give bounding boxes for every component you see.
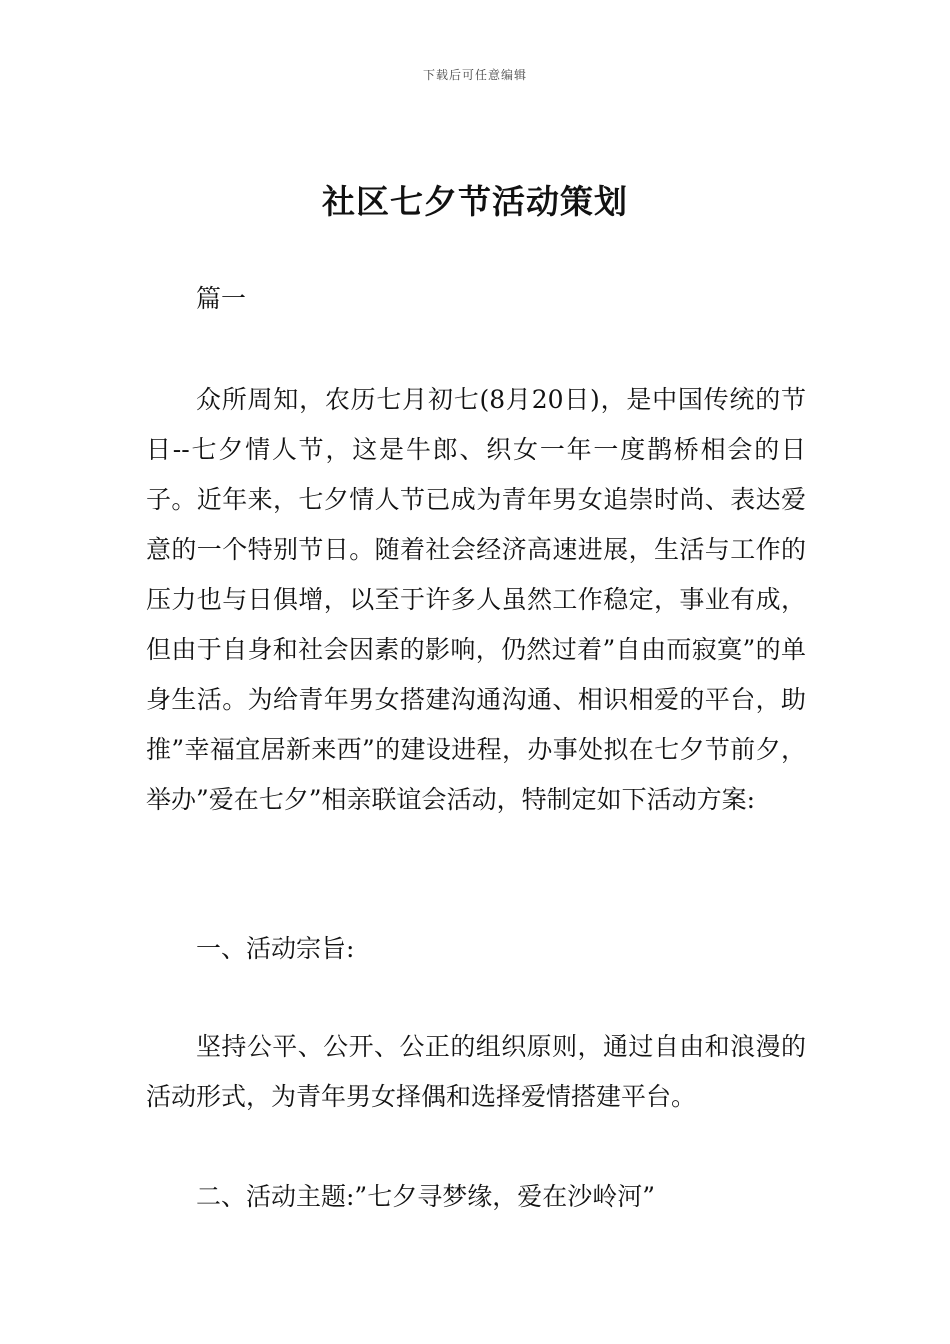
intro-paragraph: 众所周知，农历七月初七(8月20日)，是中国传统的节日--七夕情人节，这是牛郎、织女一年一度鹊桥相会的日子。近年来，七夕情人节已成为青年男女追崇时尚、表达爱意的一个特别节日。随着社会经济高速进展，生活与工作的压力也与日俱增，以至于许多人虽然工作稳定，事业有成，但由于自身和社会因素的影响，仍然过着”自由而寂寞”的单身生活。为给青年男女搭建沟通沟通、相识相爱的平台，助推”幸福宜居新来西”的建设进程，办事处拟在七夕节前夕，举办”爱在七夕”相亲联谊会活动，特制定如下活动方案: [146, 385, 806, 814]
section-1-body: 坚持公平、公开、公正的组织原则，通过自由和浪漫的活动形式，为青年男女择偶和选择爱情搭建平台。 [146, 1032, 806, 1111]
section-2-heading: 二、活动主题:”七夕寻梦缘，爱在沙岭河” [196, 1182, 655, 1211]
section-1-heading: 一、活动宗旨: [196, 934, 355, 963]
page-header-note: 下载后可任意编辑 [422, 68, 527, 82]
document-title: 社区七夕节活动策划 [322, 182, 628, 221]
part-label: 篇一 [196, 284, 247, 313]
